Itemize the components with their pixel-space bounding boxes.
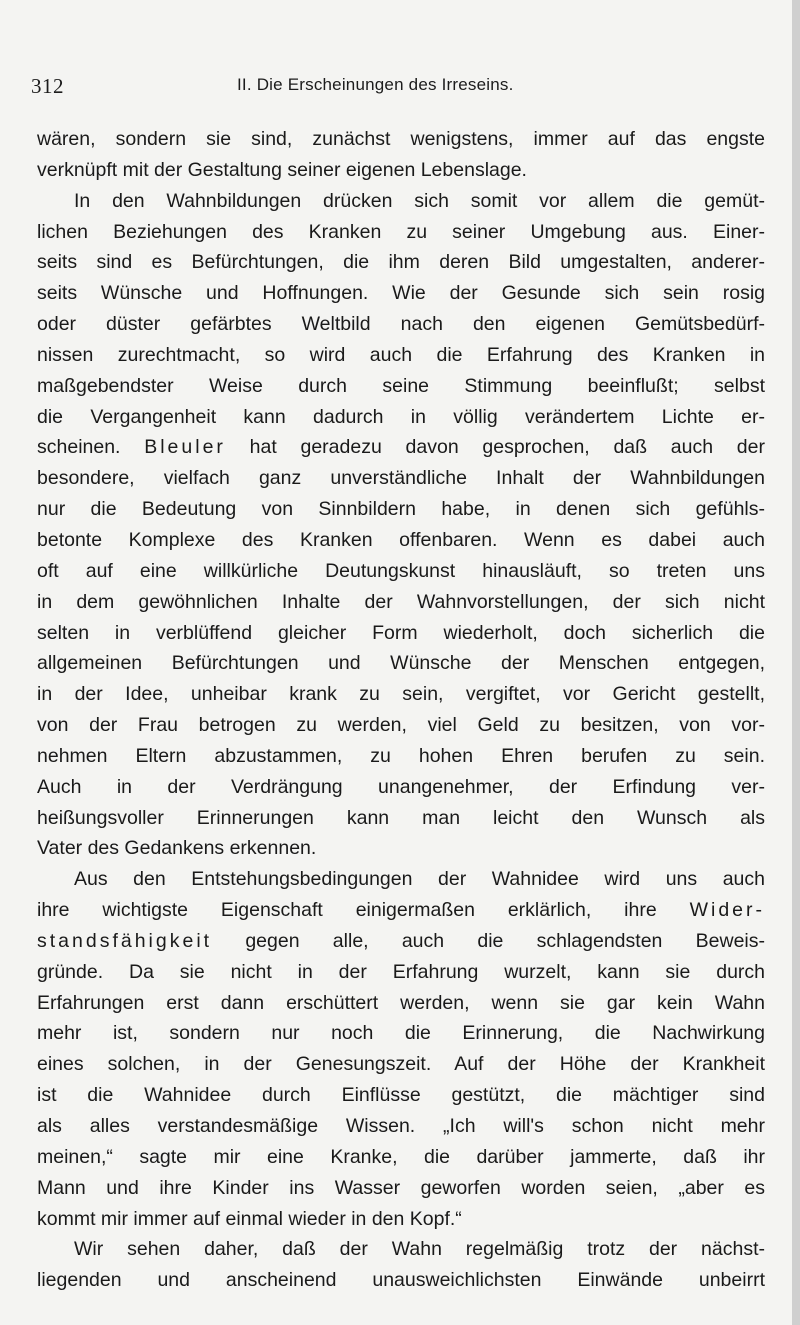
text-line: von der Frau betrogen zu werden, viel Geld zu besitzen, von vor- bbox=[37, 714, 765, 737]
text-line: allgemeinen Befürchtungen und Wünsche der Menschen entgegen, bbox=[37, 652, 765, 675]
paragraph-start-line: Wir sehen daher, daß der Wahn regelmäßig trotz der nächst- bbox=[74, 1238, 765, 1261]
text-line: wären, sondern sie sind, zunächst wenigstens, immer auf das engste bbox=[37, 128, 765, 150]
paragraph-start-line: Aus den Entstehungsbedingungen der Wahnidee wird uns auch bbox=[74, 868, 765, 891]
text-line: oft auf eine willkürliche Deutungskunst hinausläuft, so treten uns bbox=[37, 559, 765, 582]
author-name-bleuler: Bleuler bbox=[144, 436, 226, 459]
text-line: ihre wichtigste Eigenschaft einigermaßen erklärlich, ihre Wider- bbox=[37, 899, 765, 922]
text-line: nissen zurechtmacht, so wird auch die Erfahrung des Kranken in bbox=[37, 343, 765, 366]
text-line: standsfähigkeit gegen alle, auch die schlagendsten Beweis- bbox=[37, 929, 765, 952]
page-number: 312 bbox=[31, 74, 64, 98]
text-line: nehmen Eltern abzustammen, zu hohen Ehren berufen zu sein. bbox=[37, 744, 765, 767]
text-line: seits sind es Befürchtungen, die ihm deren Bild umgestalten, anderer- bbox=[37, 251, 765, 274]
body-text bbox=[37, 124, 765, 1296]
text-line: mehr ist, sondern nur noch die Erinnerung, die Nachwirkung bbox=[37, 1022, 765, 1045]
text-line: betonte Komplexe des Kranken offenbaren. Wenn es dabei auch bbox=[37, 528, 765, 551]
text-line: verknüpft mit der Gestaltung seiner eigenen Lebenslage. bbox=[37, 158, 527, 181]
text-line: als alles verstandesmäßige Wissen. „Ich will's schon nicht mehr bbox=[37, 1115, 765, 1137]
text-line: nur die Bedeutung von Sinnbildern habe, in denen sich gefühls- bbox=[37, 498, 765, 521]
text-line: in der Idee, unheibar krank zu sein, vergiftet, vor Gericht gestellt, bbox=[37, 683, 765, 706]
text-line: ist die Wahnidee durch Einflüsse gestützt, die mächtiger sind bbox=[37, 1084, 765, 1107]
text-line: die Vergangenheit kann dadurch in völlig verändertem Lichte er- bbox=[37, 405, 765, 428]
emphasized-term: Wider- bbox=[689, 899, 765, 922]
paragraph-start-line: In den Wahnbildungen drücken sich somit vor allem die gemüt- bbox=[74, 189, 765, 212]
text-line: oder düster gefärbtes Weltbild nach den eigenen Gemütsbedürf- bbox=[37, 313, 765, 336]
text-line: lichen Beziehungen des Kranken zu seiner Umgebung aus. Einer- bbox=[37, 220, 765, 243]
text-line: meinen,“ sagte mir eine Kranke, die darüber jammerte, daß ihr bbox=[37, 1145, 765, 1168]
text-line: gründe. Da sie nicht in der Erfahrung wurzelt, kann sie durch bbox=[37, 960, 765, 983]
text-line: selten in verblüffend gleicher Form wiederholt, doch sicherlich die bbox=[37, 621, 765, 644]
text-line: liegenden und anscheinend unausweichlichsten Einwände unbeirrt bbox=[37, 1269, 765, 1292]
running-head: II. Die Erscheinungen des Irreseins. bbox=[237, 75, 514, 94]
text-line: Auch in der Verdrängung unangenehmer, der Erfindung ver- bbox=[37, 775, 765, 798]
text-line: in dem gewöhnlichen Inhalte der Wahnvorstellungen, der sich nicht bbox=[37, 590, 765, 613]
text-line: besondere, vielfach ganz unverständliche Inhalt der Wahnbildungen bbox=[37, 467, 765, 490]
text-line: eines solchen, in der Genesungszeit. Auf der Höhe der Krankheit bbox=[37, 1053, 765, 1076]
text-line: kommt mir immer auf einmal wieder in den Kopf.“ bbox=[37, 1207, 462, 1230]
text-line: maßgebendster Weise durch seine Stimmung beeinflußt; selbst bbox=[37, 374, 765, 397]
text-line: heißungsvoller Erinnerungen kann man leicht den Wunsch als bbox=[37, 806, 765, 829]
text-line: Erfahrungen erst dann erschüttert werden, wenn sie gar kein Wahn bbox=[37, 991, 765, 1014]
page-header bbox=[31, 74, 765, 104]
text-line: seits Wünsche und Hoffnungen. Wie der Gesunde sich sein rosig bbox=[37, 282, 765, 305]
emphasized-term: standsfähigkeit bbox=[37, 929, 213, 952]
text-line: Vater des Gedankens erkennen. bbox=[37, 837, 317, 860]
text-line: scheinen. Bleuler hat geradezu davon gesprochen, daß auch der bbox=[37, 436, 765, 459]
text-line: Mann und ihre Kinder ins Wasser geworfen worden seien, „aber es bbox=[37, 1176, 765, 1199]
page-edge-shadow bbox=[792, 0, 800, 1325]
